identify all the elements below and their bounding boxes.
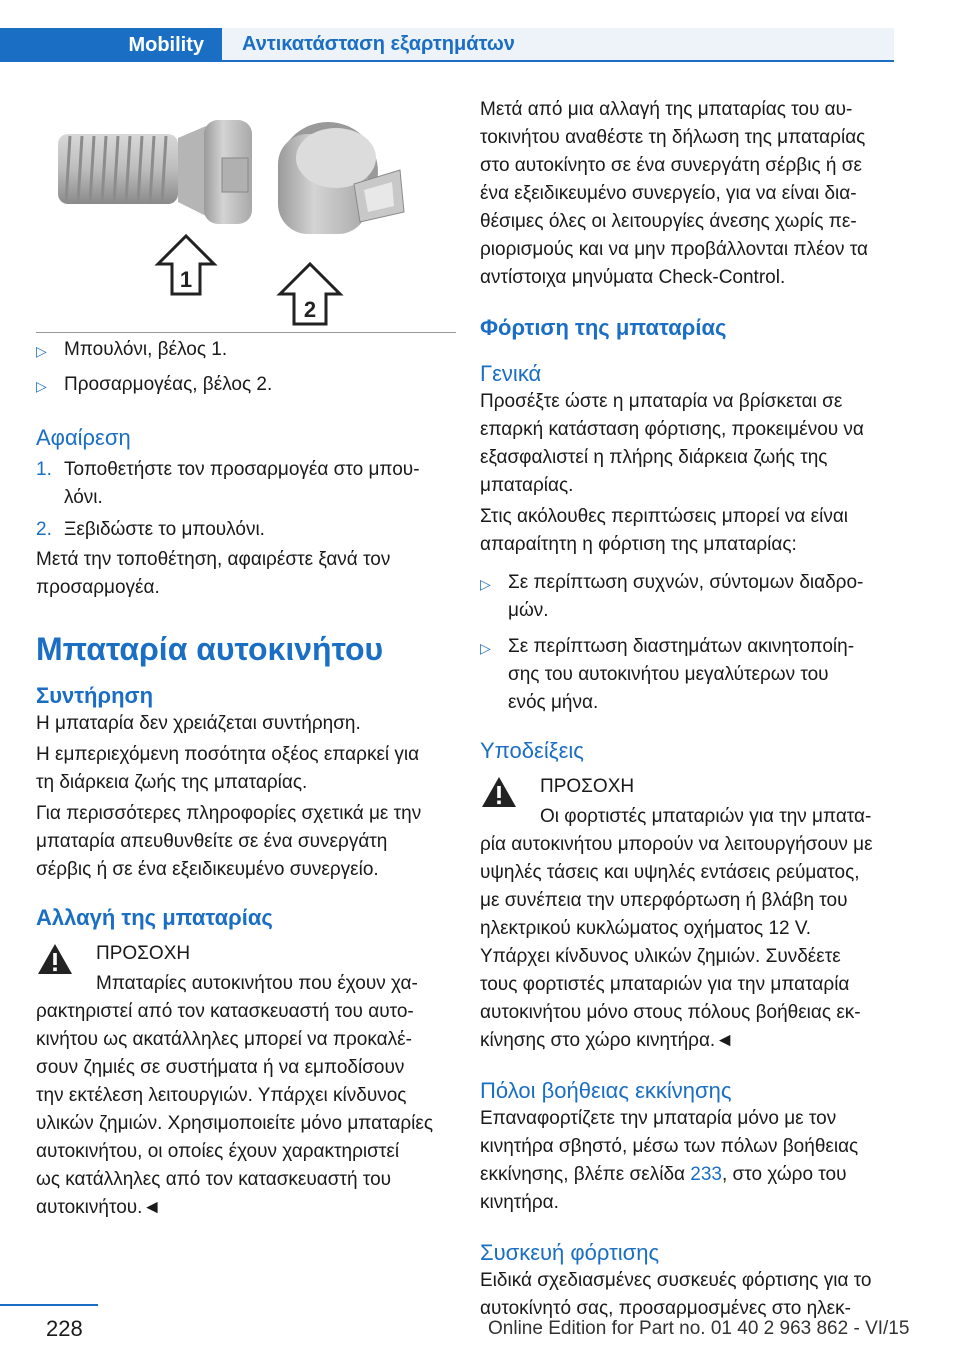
list-item: ▷ Σε περίπτωση συχνών, σύντομων διαδρο- μών. bbox=[480, 569, 900, 625]
maintenance-text-2: Η εμπεριεχόμενη ποσότητα οξέος επαρκεί για τη διάρκεια ζωής της μπαταρίας. bbox=[36, 744, 420, 793]
figure-rule bbox=[36, 332, 456, 333]
callout-2: 2 bbox=[303, 297, 317, 322]
bullet-triangle-icon: ▷ bbox=[36, 343, 47, 359]
left-column bbox=[36, 336, 456, 1222]
jump-start-heading: Πόλοι βοήθειας εκκίνησης bbox=[480, 1078, 732, 1103]
right-column bbox=[480, 96, 900, 1323]
bolt-icon bbox=[58, 120, 252, 224]
list-item: ▷ Προσαρμογέας, βέλος 2. bbox=[36, 371, 456, 400]
maintenance-text-1: Η μπαταρία δεν χρειάζεται συντήρηση. bbox=[36, 713, 361, 734]
list-item: 1. Τοποθετήστε τον προσαρμογέα στο μπου- λόνι. bbox=[36, 459, 420, 508]
battery-title: Μπαταρία αυτοκινήτου bbox=[36, 631, 384, 667]
page-link-233[interactable]: 233 bbox=[690, 1164, 722, 1185]
maintenance-heading: Συντήρηση bbox=[36, 683, 154, 708]
warning-block: ΠΡΟΣΟΧΗ Οι φορτιστές μπαταριών για την μπατα- ρία αυτοκινήτου μπορούν να λειτουργήσουν με υψηλές τάσεις και υψηλές εντάσεις ρεύματος, με συνέπεια την υπερφόρτωση ή βλάβη του ηλεκτρικού κυκλώματος οχήματος 12 V. Υπάρχει κίνδυνος υλικών ζημιών. Συνδέετε τους φορτιστές μπαταριών για την μπαταρία αυτοκινήτου μόνο στους πόλους βοήθειας εκ- κίνησης στο χώρο κινητήρα.◄ bbox=[480, 773, 900, 1055]
callout-1: 1 bbox=[179, 267, 193, 292]
list-item: ▷ Σε περίπτωση διαστημάτων ακινητοποίη- σης του αυτοκινήτου μεγαλύτερων του ενός μήνα. bbox=[480, 633, 900, 717]
warning-icon bbox=[480, 775, 518, 809]
list-item: 2. Ξεβιδώστε το μπουλόνι. bbox=[36, 519, 265, 540]
adapter-icon bbox=[278, 122, 404, 234]
chapter-tab[interactable]: Αντικατάσταση εξαρτημάτων bbox=[222, 28, 894, 62]
intro-text: Μετά από μια αλλαγή της μπαταρίας του αυ- τοκινήτου αναθέστε τη δήλωση της μπαταρίας στο αυτοκίνητο σε ένα συνεργάτη σέρβις ή σε ένα εξειδικευμένο συνεργείο, για να είναι δια- θέσιμες όλες οι λειτουργίες άνεσης χωρίς πε- ριορισμούς και να μην προβάλλονται πλέον τα αντίστοιχα μηνύματα Check-Control. bbox=[480, 99, 869, 288]
list-item: ▷ Μπουλόνι, βέλος 1. bbox=[36, 336, 456, 365]
jump-start-text: Επαναφορτίζετε την μπαταρία μόνο με τον κινητήρα σβηστό, μέσω των πόλων βοήθειας εκκίνησης, βλέπε σελίδα 233, στο χώρο του κινητήρα. bbox=[480, 1108, 859, 1213]
charger-text: Ειδικά σχεδιασμένες συσκευές φόρτισης για το αυτοκίνητό σας, προσαρμοσμένες στο ηλεκ- bbox=[480, 1270, 872, 1319]
wheel-bolt-figure bbox=[36, 106, 456, 328]
general-text-1: Προσέξτε ώστε η μπαταρία να βρίσκεται σε επαρκή κατάσταση φόρτισης, προκειμένου να εξασφαλιστεί η πλήρης διάρκεια ζωής της μπαταρίας. bbox=[480, 391, 864, 496]
bullet-triangle-icon: ▷ bbox=[36, 378, 47, 394]
bullet-triangle-icon: ▷ bbox=[480, 640, 491, 656]
after-text: Μετά την τοποθέτηση, αφαιρέστε ξανά τον προσαρμογέα. bbox=[36, 549, 391, 598]
bullet-triangle-icon: ▷ bbox=[480, 576, 491, 592]
warning-label: ΠΡΟΣΟΧΗ bbox=[96, 943, 191, 964]
edition-text: Online Edition for Part no. 01 40 2 963 862 - VI/15 bbox=[488, 1318, 910, 1339]
removal-heading: Αφαίρεση bbox=[36, 425, 131, 450]
maintenance-text-3: Για περισσότερες πληροφορίες σχετικά με την μπαταρία απευθυνθείτε σε ένα συνεργάτη σέρβις ή σε ένα εξειδικευμένο συνεργείο. bbox=[36, 803, 422, 880]
warning-label: ΠΡΟΣΟΧΗ bbox=[540, 776, 635, 797]
general-heading: Γενικά bbox=[480, 361, 542, 386]
warning-icon bbox=[36, 942, 74, 976]
notes-heading: Υποδείξεις bbox=[480, 738, 584, 763]
charger-heading: Συσκευή φόρτισης bbox=[480, 1240, 660, 1265]
change-battery-heading: Αλλαγή της μπαταρίας bbox=[36, 905, 273, 930]
section-tab[interactable]: Mobility bbox=[0, 28, 222, 62]
charging-heading: Φόρτιση της μπαταρίας bbox=[480, 315, 727, 340]
footer-rule bbox=[0, 1304, 98, 1306]
warning-block: ΠΡΟΣΟΧΗ Μπαταρίες αυτοκινήτου που έχουν χα- ρακτηριστεί από τον κατασκευαστή του αυτο- κινήτου ως ακατάλληλες μπορεί να προκαλέ- σουν ζημιές σε συστήματα ή να εμποδίσουν την εκτέλεση λειτουργιών. Υπάρχει κίνδυνος υλικών ζημιών. Χρησιμοποιείτε μόνο μπαταρίες αυτοκινήτου, οι οποίες έχουν χαρακτηριστεί ως κατάλληλες από τον κατασκευαστή του αυτοκινήτου.◄ bbox=[36, 940, 456, 1222]
general-text-2: Στις ακόλουθες περιπτώσεις μπορεί να είναι απαραίτητη η φόρτιση της μπαταρίας: bbox=[480, 506, 849, 555]
page-number: 228 bbox=[46, 1316, 83, 1341]
